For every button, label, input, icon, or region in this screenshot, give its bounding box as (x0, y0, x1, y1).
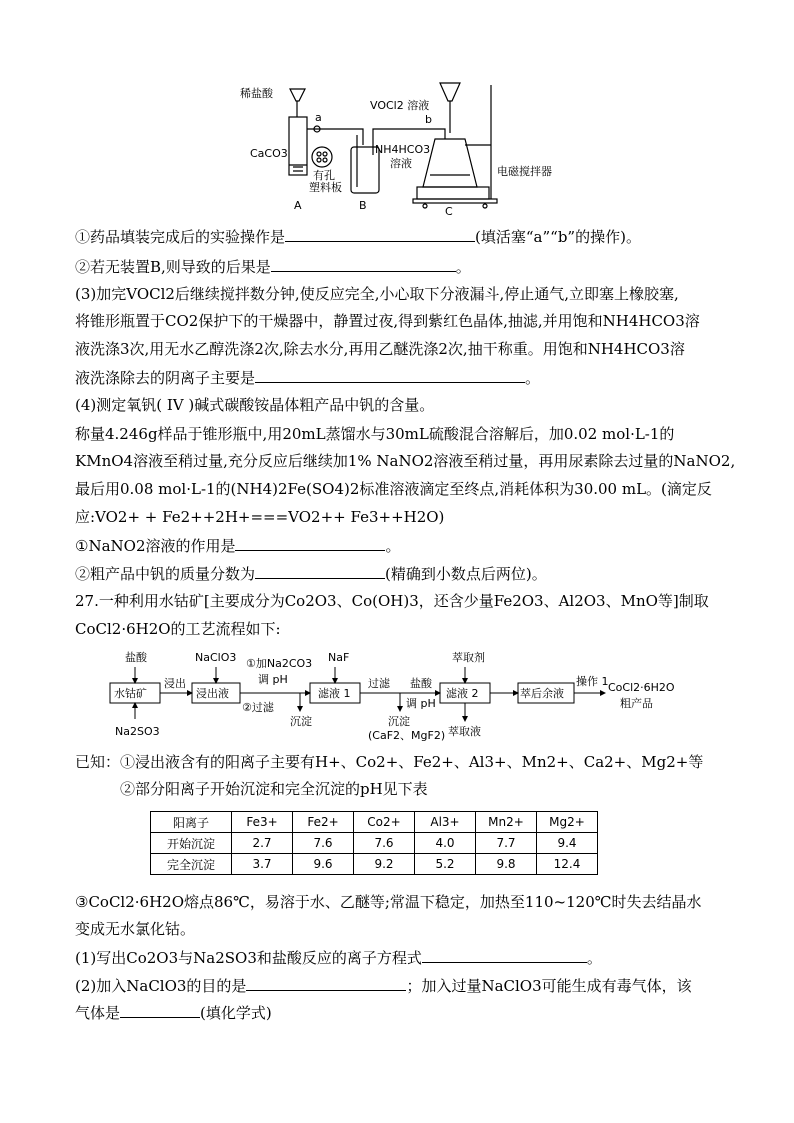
flow-crude: 粗产品 (620, 697, 653, 710)
table-cell: 9.6 (293, 854, 354, 875)
q4-item2: ②粗产品中钒的质量分数为 (精确到小数点后两位)。 (75, 565, 547, 583)
label-porous-1: 有孔 (313, 169, 335, 182)
q27-intro2: CoCl2·6H2O的工艺流程如下: (75, 620, 281, 638)
flow-precip: 沉淀 (290, 715, 312, 728)
table-cell: 9.4 (537, 833, 598, 854)
table-cell: 完全沉淀 (151, 854, 232, 875)
label-c: C (445, 205, 453, 218)
q4-line4: 应:VO2+ + Fe2++2H+===VO2++ Fe3++H2O) (75, 508, 445, 526)
label-valve-b: b (425, 113, 432, 126)
q27-intro1: 27.一种利用水钴矿[主要成分为Co2O3、Co(OH)3，还含少量Fe2O3、Al2O3、MnO等]制取 (75, 592, 709, 610)
flow-op1: 操作 1 (576, 675, 609, 688)
table-cell: 12.4 (537, 854, 598, 875)
label-stirrer: 电磁搅拌器 (497, 165, 552, 178)
flow-step2: ②过滤 (242, 701, 274, 714)
label-nh4hco3: NH4HCO3 (375, 143, 431, 156)
table-cell: 4.0 (415, 833, 476, 854)
flask-c (423, 139, 477, 187)
q27-q2-line2: 气体是 (填化学式) (75, 1004, 272, 1022)
q3-line4: 液洗涤除去的阴离子主要是 。 (75, 369, 541, 387)
q3-line3: 液洗涤3次,用无水乙醇洗涤2次,除去水分,再用乙醚洗涤2次,抽干称重。用饱和NH4HCO3溶 (75, 340, 685, 358)
flow-product: CoCl2·6H2O (608, 681, 675, 694)
stirrer (417, 187, 489, 199)
label-valve-a: a (315, 111, 322, 124)
table-cell: 开始沉淀 (151, 833, 232, 854)
flow-step1b: 调 pH (258, 673, 288, 686)
answer-blank-8[interactable] (120, 1002, 200, 1018)
table-cell: 7.6 (354, 833, 415, 854)
flow-filter: 过滤 (368, 677, 390, 690)
flow-na2so3: Na2SO3 (115, 725, 160, 738)
flow-precip2b: (CaF2、MgF2) (368, 729, 446, 742)
flow-step1: ①加Na2CO3 (246, 657, 313, 670)
flow-ore: 水钴矿 (114, 687, 147, 700)
q27-q2: (2)加入NaClO3的目的是 ；加入过量NaClO3可能生成有毒气体，该 (75, 977, 692, 995)
flow-filtrate2: 滤液 2 (446, 687, 479, 700)
flow-leach: 浸出 (164, 677, 186, 690)
label-vocl2: VOCl2 溶液 (370, 99, 430, 112)
apparatus-diagram (235, 75, 575, 220)
flow-extractant: 萃取剂 (452, 651, 485, 664)
process-flow-diagram (100, 645, 700, 760)
flow-filtrate1: 滤液 1 (318, 687, 351, 700)
q27-known2: ②部分阳离子开始沉淀和完全沉淀的pH见下表 (120, 780, 428, 798)
answer-blank-1[interactable] (285, 226, 475, 242)
label-dilute-hcl: 稀盐酸 (240, 87, 273, 100)
q27-q1: (1)写出Co2O3与Na2SO3和盐酸反应的离子方程式 。 (75, 949, 602, 967)
table-cell: 5.2 (415, 854, 476, 875)
table-cell: 7.7 (476, 833, 537, 854)
q4-line2: KMnO4溶液至稍过量,充分反应后继续加1% NaNO2溶液至稍过量，再用尿素除去过量的NaNO2, (75, 452, 736, 470)
q4-title: (4)测定氧钒( IV )碱式碳酸铵晶体粗产品中钒的含量。 (75, 396, 435, 414)
funnel-a (290, 89, 305, 101)
label-solution: 溶液 (390, 157, 412, 170)
table-cell: Al3+ (415, 812, 476, 833)
flow-leachate: 浸出液 (196, 687, 229, 700)
q27-known3-1: ③CoCl2·6H2O熔点86℃，易溶于水、乙醚等;常温下稳定，加热至110~120℃时失去结晶水 (75, 893, 702, 911)
q4-item1: ①NaNO2溶液的作用是 。 (75, 537, 401, 555)
label-porous-2: 塑料板 (309, 181, 342, 194)
table-row (151, 854, 598, 875)
table-cell: Fe3+ (232, 812, 293, 833)
q2-item2: ②若无装置B,则导致的后果是 。 (75, 258, 471, 276)
answer-blank-3[interactable] (255, 367, 525, 383)
flow-raffinate: 萃后余液 (520, 687, 564, 700)
flow-hcl: 盐酸 (125, 651, 147, 664)
table-cell: 7.6 (293, 833, 354, 854)
flow-extract-liquid: 萃取液 (448, 725, 481, 738)
answer-blank-7[interactable] (246, 975, 406, 991)
label-b: B (359, 199, 367, 212)
answer-blank-6[interactable] (422, 947, 587, 963)
table-cell: 2.7 (232, 833, 293, 854)
ph-table (150, 811, 598, 875)
label-caco3: CaCO3 (250, 147, 288, 160)
table-cell: 3.7 (232, 854, 293, 875)
table-header-row (151, 812, 598, 833)
table-cell: Fe2+ (293, 812, 354, 833)
table-cell: Mg2+ (537, 812, 598, 833)
q27-known3-2: 变成无水氯化钴。 (75, 920, 196, 938)
tube-a (289, 117, 307, 175)
table-row (151, 833, 598, 854)
flow-adjph: 调 pH (406, 697, 436, 710)
table-cell: 9.2 (354, 854, 415, 875)
flow-hcl2: 盐酸 (410, 677, 432, 690)
q4-line1: 称量4.246g样品于锥形瓶中,用20mL蒸馏水与30mL硫酸混合溶解后，加0.02 mol·L-1的 (75, 425, 675, 443)
q3-line2: 将锥形瓶置于CO2保护下的干燥器中，静置过夜,得到紫红色晶体,抽滤,并用饱和NH4HCO3溶 (75, 312, 700, 330)
answer-blank-5[interactable] (255, 563, 385, 579)
flow-naf: NaF (328, 651, 350, 664)
answer-blank-2[interactable] (271, 256, 456, 272)
table-cell: 阳离子 (151, 812, 232, 833)
table-cell: Mn2+ (476, 812, 537, 833)
table-cell: 9.8 (476, 854, 537, 875)
flow-naclo3: NaClO3 (195, 651, 237, 664)
answer-blank-4[interactable] (235, 535, 385, 551)
label-a: A (294, 199, 302, 212)
table-cell: Co2+ (354, 812, 415, 833)
funnel-c (440, 83, 460, 101)
q2-item1: ①药品填装完成后的实验操作是 (填活塞“a”“b”的操作)。 (75, 228, 641, 246)
q4-line3: 最后用0.08 mol·L-1的(NH4)2Fe(SO4)2标准溶液滴定至终点,消耗体积为30.00 mL。(滴定反 (75, 480, 712, 498)
q3-line1: (3)加完VOCl2后继续搅拌数分钟,使反应完全,小心取下分液漏斗,停止通气,立即塞上橡胶塞, (75, 285, 679, 303)
flow-precip2: 沉淀 (388, 715, 410, 728)
q27-known1: 已知：①浸出液含有的阳离子主要有H+、Co2+、Fe2+、Al3+、Mn2+、Ca2+、Mg2+等 (75, 753, 704, 771)
porous-plate (312, 147, 332, 167)
